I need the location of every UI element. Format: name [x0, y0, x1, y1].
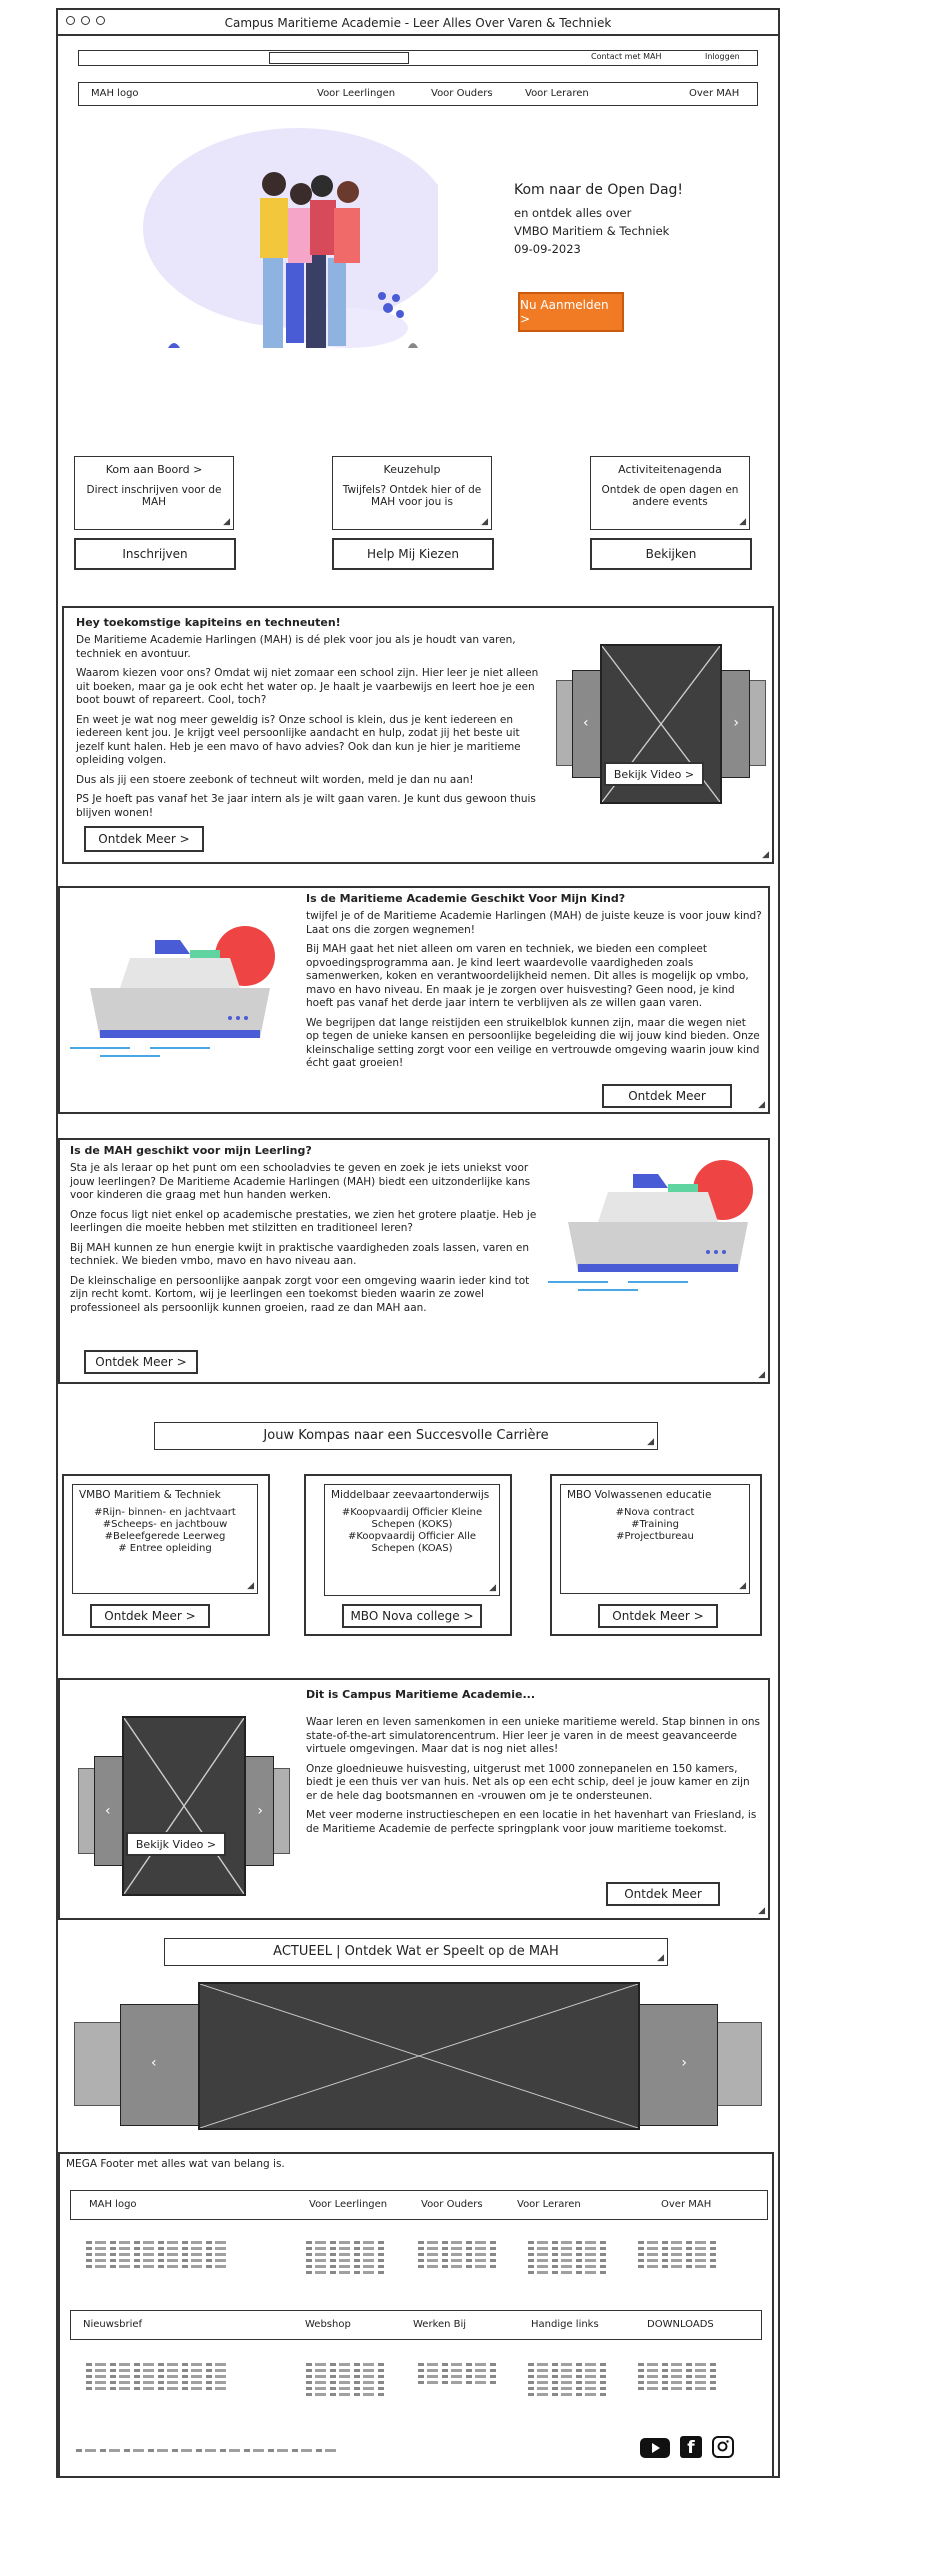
compass-column-title: Middelbaar zeevaartonderwijs [331, 1489, 490, 1501]
tag[interactable]: #Training [631, 1519, 679, 1530]
footer-text-block [528, 2360, 608, 2399]
hero-title: Kom naar de Open Dag! [514, 182, 684, 198]
footer-link[interactable]: Voor Leraren [517, 2199, 581, 2210]
tag[interactable]: #Beleefgerede Leerweg [104, 1531, 226, 1542]
chevron-right-icon[interactable]: › [681, 2055, 687, 2071]
footer-text-block [86, 2238, 226, 2271]
resize-icon: ◢ [758, 1906, 765, 1916]
parents-paragraph: twijfel je of de Maritieme Academie Harlingen (MAH) de juiste keuze is voor jouw kind? Laat ons die zorgen wegnemen! [306, 910, 762, 936]
footer-text-block [306, 2360, 386, 2399]
nav-ouders[interactable]: Voor Ouders [431, 88, 493, 99]
hero-line2: VMBO Maritiem & Techniek [514, 224, 670, 238]
ontdek-meer-button[interactable]: Ontdek Meer > [84, 826, 204, 852]
hero-line1: en ontdek alles over [514, 206, 632, 220]
signup-button[interactable]: Nu Aanmelden > [518, 292, 624, 332]
compass-card [560, 1484, 750, 1594]
resize-icon: ◢ [739, 517, 746, 527]
card-title: Keuzehulp [383, 463, 441, 476]
chevron-left-icon[interactable]: ‹ [105, 1803, 111, 1819]
logo[interactable]: MAH logo [91, 88, 139, 99]
card-text: Direct inschrijven voor de MAH [86, 484, 222, 508]
bekijken-button[interactable]: Bekijken [590, 538, 752, 570]
parents-heading: Is de Maritieme Academie Geschikt Voor Mijn Kind? [306, 892, 626, 905]
footer-text-block [418, 2360, 498, 2387]
hero-date: 09-09-2023 [514, 242, 581, 256]
tag-list [73, 1507, 257, 1555]
compass-card [324, 1484, 500, 1596]
compass-column [62, 1474, 270, 1636]
footer-link[interactable]: DOWNLOADS [647, 2319, 714, 2330]
compass-column-title: VMBO Maritiem & Techniek [79, 1489, 221, 1501]
intro-heading: Hey toekomstige kapiteins en techneuten! [76, 616, 341, 629]
video-placeholder[interactable] [122, 1716, 246, 1896]
ontdek-meer-button[interactable]: Ontdek Meer > [598, 1604, 718, 1628]
resize-icon: ◢ [223, 517, 230, 527]
campus-paragraph: Waar leren en leven samenkomen in een unieke maritieme wereld. Stap binnen in ons state-of-the-art simulatorencentrum. Hier leer je varen in de meest geavanceerde virtuele omgevingen. Maar dat is nog niet alles! [306, 1716, 761, 1755]
footer-text-block [306, 2238, 386, 2277]
campus-section [58, 1678, 770, 1920]
inschrijven-button[interactable]: Inschrijven [74, 538, 236, 570]
footer-link[interactable]: Nieuwsbrief [83, 2319, 143, 2330]
tag[interactable]: #Koopvaardij Officier Kleine Schepen (KOKS) [341, 1507, 483, 1530]
compass-title: Jouw Kompas naar een Succesvolle Carrière [263, 1428, 549, 1443]
footer-text-block [638, 2360, 718, 2393]
facebook-icon[interactable]: f [680, 2436, 702, 2458]
ship-illustration [548, 1152, 768, 1312]
resize-icon: ◢ [739, 1581, 746, 1591]
footer-nav-row1 [70, 2190, 768, 2220]
footer-text-block [528, 2238, 608, 2277]
mbo-nova-button[interactable]: MBO Nova college > [342, 1604, 482, 1628]
hero-illustration [108, 118, 438, 378]
intro-paragraph: PS Je hoeft pas vanaf het 3e jaar intern als je wilt gaan varen. Je kunt dus gewoon thuis blijven wonen! [76, 793, 536, 819]
card-title: Activiteitenagenda [618, 463, 722, 476]
campus-paragraph: Met veer moderne instructieschepen en een locatie in het havenhart van Friesland, is de Maritieme Academie de perfecte springplank voor jouw maritieme toekomst. [306, 1809, 757, 1835]
parents-paragraph: Bij MAH gaat het niet alleen om varen en techniek, we bieden een compleet opvoedingsprogramma aan. Je kind leert waardevolle vaardigheden zoals samenwerken, koken en verantwoordelijkheid nemen. Dit alles is mogelijk op vmbo, mavo en havo niveau. En maak je je zorgen over huisvesting? Geen nood, je kind hoeft pas vanaf het derde jaar intern te verblijven als ze willen gaan varen. [306, 943, 749, 1009]
tag[interactable]: #Koopvaardij Officier Alle Schepen (KOAS) [347, 1531, 477, 1554]
footer-link[interactable]: Voor Leerlingen [309, 2199, 388, 2210]
ontdek-meer-button[interactable]: Ontdek Meer [602, 1084, 732, 1108]
nav-leraren[interactable]: Voor Leraren [525, 88, 589, 99]
resize-icon: ◢ [758, 1370, 765, 1380]
footer-copyright [76, 2446, 336, 2455]
address-bar[interactable] [78, 50, 758, 66]
campus-paragraph: Onze gloednieuwe huisvesting, uitgerust met 1000 zonnepanelen en 150 kamers, biedt je een thuis ver van huis. Net als op een echt schip, deel je jouw kamer en zijn er de hele dag bootsmannen en -vrouwen om je te ondersteunen. [306, 1762, 750, 1802]
carousel-side-left [120, 2004, 200, 2126]
intro-paragraph: Waarom kiezen voor ons? Omdat wij niet zomaar een school zijn. Hier leer je niet alleen uit boeken, maar ga je ook echt het water op. Je haalt je vaarbewijs en leert hoe je een boot bouwt of repareert. Cool, toch? [76, 667, 539, 706]
card-agenda[interactable] [590, 456, 750, 530]
login-link[interactable]: Inloggen [705, 52, 740, 61]
news-banner [164, 1938, 668, 1966]
tag[interactable]: #Scheeps- en jachtbouw [102, 1519, 228, 1530]
compass-card [72, 1484, 258, 1594]
parents-paragraph: We begrijpen dat lange reistijden een struikelblok kunnen zijn, maar die wegen niet op tegen de unieke kansen en persoonlijke begeleiding die wij jouw kind bieden. Onze kleinschalige setting zorgt voor een veilige en vertrouwde omgeving waarin jouw kind écht gaat groeien! [306, 1016, 760, 1069]
resize-icon: ◢ [657, 1953, 664, 1963]
youtube-icon[interactable] [640, 2438, 670, 2458]
video-button[interactable]: Bekijk Video > [604, 762, 704, 786]
footer-nav-row2 [70, 2310, 762, 2340]
mega-footer [58, 2152, 774, 2478]
card-text: Ontdek de open dagen en andere events [601, 484, 739, 508]
nav-over[interactable]: Over MAH [689, 88, 740, 99]
resize-icon: ◢ [247, 1581, 254, 1591]
title-divider [58, 34, 778, 36]
resize-icon: ◢ [647, 1437, 654, 1447]
parents-section [58, 886, 770, 1114]
chevron-left-icon[interactable]: ‹ [583, 715, 589, 731]
campus-heading: Dit is Campus Maritieme Academie... [306, 1688, 536, 1701]
intro-section [62, 606, 774, 864]
footer-link[interactable]: Werken Bij [413, 2319, 467, 2330]
nav-leerlingen[interactable]: Voor Leerlingen [317, 88, 396, 99]
chevron-left-icon[interactable]: ‹ [151, 2055, 157, 2071]
teachers-section [58, 1138, 770, 1384]
footer-link[interactable]: Voor Ouders [421, 2199, 483, 2210]
tag[interactable]: #Nova contract [615, 1507, 695, 1518]
main-nav [78, 82, 758, 106]
footer-title: MEGA Footer met alles wat van belang is. [66, 2158, 285, 2170]
footer-link[interactable]: Over MAH [661, 2199, 712, 2210]
teachers-paragraph: Sta je als leraar op het punt om een schooladvies te geven en zoek je iets uniekst voor jouw leerlingen? De Maritieme Academie Harlingen (MAH) biedt een uitzonderlijke kans voor kinderen die graag met hun handen werken. [70, 1162, 531, 1201]
resize-icon: ◢ [481, 517, 488, 527]
tag[interactable]: #Projectbureau [616, 1531, 694, 1542]
compass-column-title: MBO Volwassenen educatie [567, 1489, 712, 1501]
intro-paragraph: Dus als jij een stoere zeebonk of techneut wilt worden, meld je dan nu aan! [76, 773, 474, 786]
browser-window [56, 8, 780, 2478]
intro-paragraph: En weet je wat nog meer geweldig is? Onze school is klein, dus je kent iedereen en iedereen kent jou. Je krijgt veel persoonlijke aandacht en hulp, zodat jij het beste uit jezelf kunt halen. Heb je een mavo of havo advies? Ook dan kun je hier je maritieme opleiding volgen. [76, 713, 521, 766]
news-carousel-image[interactable] [198, 1982, 640, 2130]
tag[interactable]: #Rijn- binnen- en jachtvaart [94, 1507, 236, 1518]
intro-paragraph: De Maritieme Academie Harlingen (MAH) is dé plek voor jou als je houdt van varen, techniek en avontuur. [76, 634, 516, 660]
tag[interactable]: # Entree opleiding [118, 1543, 212, 1554]
help-kiezen-button[interactable]: Help Mij Kiezen [332, 538, 494, 570]
footer-link[interactable]: Handige links [531, 2319, 599, 2330]
card-text: Twijfels? Ontdek hier of de MAH voor jou is [342, 484, 482, 508]
search-box[interactable] [269, 52, 409, 64]
resize-icon: ◢ [762, 850, 769, 860]
ship-illustration [70, 918, 290, 1078]
teachers-paragraph: Onze focus ligt niet enkel op academische prestaties, we zien het grotere plaatje. Heb je leerlingen die moeite hebben met stilzitten en traditioneel leren? [70, 1208, 537, 1234]
ontdek-meer-button[interactable]: Ontdek Meer > [84, 1350, 198, 1374]
chevron-right-icon[interactable]: › [257, 1803, 263, 1819]
footer-text-block [638, 2238, 718, 2271]
news-title: ACTUEEL | Ontdek Wat er Speelt op de MAH [273, 1944, 559, 1959]
teachers-paragraph: Bij MAH kunnen ze hun energie kwijt in praktische vaardigheden zoals lassen, varen en techniek. We bieden vmbo, mavo en havo niveau aan. [70, 1241, 529, 1267]
teachers-paragraph: De kleinschalige en persoonlijke aanpak zorgt voor een omgeving waarin ieder kind tot zijn recht komt. Kortom, wij je leerlingen een toekomst bieden waarin ze zowel professioneel als persoonlijk kunnen groeien, raad ze dan MAH aan. [70, 1274, 530, 1314]
card-aan-boord[interactable] [74, 456, 234, 530]
tag-list [561, 1507, 749, 1543]
footer-logo[interactable]: MAH logo [89, 2199, 137, 2210]
card-title: Kom aan Boord > [105, 463, 203, 476]
ontdek-meer-button[interactable]: Ontdek Meer [606, 1882, 720, 1906]
footer-link[interactable]: Webshop [305, 2319, 351, 2330]
video-button[interactable]: Bekijk Video > [126, 1832, 226, 1856]
compass-banner [154, 1422, 658, 1450]
carousel-side-right [638, 2004, 718, 2126]
footer-text-block [86, 2360, 226, 2393]
ontdek-meer-button[interactable]: Ontdek Meer > [90, 1604, 210, 1628]
card-keuzehulp[interactable] [332, 456, 492, 530]
chevron-right-icon[interactable]: › [733, 715, 739, 731]
resize-icon: ◢ [758, 1100, 765, 1110]
resize-icon: ◢ [489, 1583, 496, 1593]
contact-link[interactable]: Contact met MAH [591, 52, 662, 61]
footer-text-block [418, 2238, 498, 2271]
compass-column [304, 1474, 512, 1636]
tag-list [325, 1507, 499, 1555]
teachers-heading: Is de MAH geschikt voor mijn Leerling? [70, 1144, 312, 1157]
window-title: Campus Maritieme Academie - Leer Alles Over Varen & Techniek [224, 16, 612, 30]
instagram-icon[interactable] [712, 2436, 734, 2458]
compass-column [550, 1474, 762, 1636]
